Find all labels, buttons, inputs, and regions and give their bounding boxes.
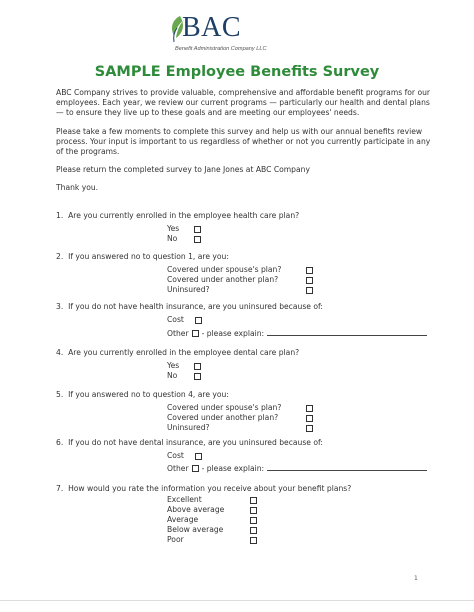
checkbox-q1-yes[interactable] [194,226,201,233]
option-label: Other [167,464,189,473]
intro-paragraph-1: ABC Company strives to provide valuable, comprehensive and affordable benefit programs for our employees. Each year, we review our current programs — particularly our health and dental plans — to ensure they live up to these goals and are meeting our employees' needs. [56,88,431,117]
question-7 [56,484,351,494]
option-label: Yes [167,224,180,233]
checkbox-q3-cost[interactable] [195,317,202,324]
option-other-row [167,328,427,339]
checkbox-q5-spouse[interactable] [306,405,313,412]
intro-paragraph-2: Please take a few moments to complete this survey and help us with our annual benefits review process. Your input is important to us regardless of whether or not you currently participate in any of the programs. [56,127,431,156]
question-text: If you answered no to question 1, are you: [68,252,229,261]
question-5 [56,390,229,400]
question-number: 2. [56,252,64,261]
checkbox-q6-other[interactable] [192,465,199,472]
question-number: 5. [56,390,64,399]
question-1 [56,211,299,221]
checkbox-q7-below-average[interactable] [250,527,257,534]
intro-paragraph-4: Thank you. [56,183,99,192]
option-label: Yes [167,361,180,370]
option-label: Poor [167,535,184,544]
logo-subtitle: Benefit Administration Company LLC [175,46,267,52]
question-text: If you do not have dental insurance, are you uninsured because of: [68,438,323,447]
question-text: How would you rate the information you receive about your benefit plans? [68,484,352,493]
option-label: Above average [167,505,225,514]
option-label: Other [167,329,189,338]
logo-text: BAC [182,12,242,43]
option-label: Uninsured? [167,423,210,432]
checkbox-q6-cost[interactable] [195,453,202,460]
question-text: Are you currently enrolled in the employee health care plan? [68,211,300,220]
option-label: Cost [167,315,184,324]
explain-label: - please explain: [201,329,265,338]
option-label: Covered under spouse's plan? [167,265,282,274]
explain-input-line[interactable] [267,463,427,471]
question-number: 6. [56,438,64,447]
checkbox-q2-uninsured[interactable] [306,287,313,294]
option-label: Covered under another plan? [167,413,279,422]
survey-title: SAMPLE Employee Benefits Survey [94,64,380,80]
option-label: Cost [167,451,184,460]
explain-input-line[interactable] [267,328,427,336]
checkbox-q2-another[interactable] [306,277,313,284]
company-logo [168,12,288,54]
page-divider [0,600,474,601]
checkbox-q4-yes[interactable] [194,363,201,370]
option-other-row [167,463,427,474]
question-2 [56,252,229,262]
explain-label: - please explain: [201,464,265,473]
checkbox-q4-no[interactable] [194,373,201,380]
checkbox-q5-another[interactable] [306,415,313,422]
option-label: Covered under spouse's plan? [167,403,282,412]
question-number: 1. [56,211,64,220]
page-number: 1 [414,575,418,582]
checkbox-q3-other[interactable] [192,330,199,337]
question-number: 3. [56,302,64,311]
intro-paragraph-3: Please return the completed survey to Jane Jones at ABC Company [56,165,310,174]
question-text: Are you currently enrolled in the employee dental care plan? [68,348,300,357]
checkbox-q1-no[interactable] [194,236,201,243]
checkbox-q5-uninsured[interactable] [306,425,313,432]
option-label: Average [167,515,199,524]
checkbox-q7-average[interactable] [250,517,257,524]
question-4 [56,348,299,358]
question-3 [56,302,323,312]
checkbox-q7-excellent[interactable] [250,497,257,504]
checkbox-q7-poor[interactable] [250,537,257,544]
checkbox-q7-above-average[interactable] [250,507,257,514]
question-text: If you do not have health insurance, are you uninsured because of: [68,302,323,311]
option-label: No [167,234,178,243]
option-label: Excellent [167,495,202,504]
option-label: Covered under another plan? [167,275,279,284]
question-6 [56,438,323,448]
option-label: Below average [167,525,224,534]
question-text: If you answered no to question 4, are you: [68,390,229,399]
checkbox-q2-spouse[interactable] [306,267,313,274]
question-number: 7. [56,484,64,493]
option-label: No [167,371,178,380]
question-number: 4. [56,348,64,357]
option-label: Uninsured? [167,285,210,294]
